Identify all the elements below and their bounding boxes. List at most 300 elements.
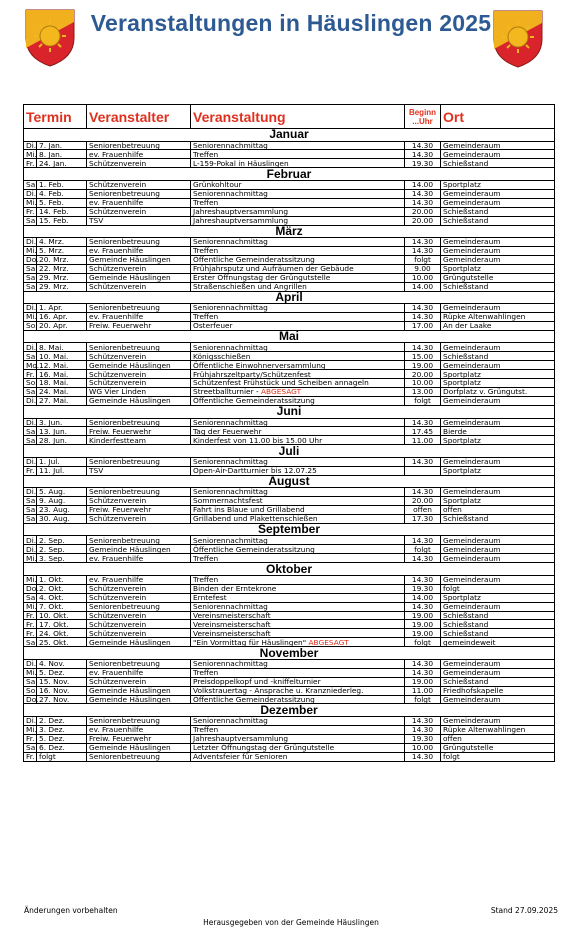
date-cell: 10. Okt. (37, 611, 87, 620)
footer-date: Stand 27.09.2025 (490, 906, 558, 915)
location-cell: Schießstand (441, 216, 555, 225)
table-row (24, 273, 555, 282)
event-cell: Treffen (191, 313, 405, 322)
event-cell: Straßenschießen und Angrillen (191, 282, 405, 291)
time-cell: 19.00 (405, 629, 441, 638)
organizer-cell: Seniorenbetreuung (87, 752, 191, 761)
location-cell: Schießstand (441, 620, 555, 629)
date-cell: 1. Feb. (37, 180, 87, 189)
time-cell: 19.30 (405, 584, 441, 593)
time-cell: 17.45 (405, 427, 441, 436)
date-cell: 7. Okt. (37, 602, 87, 611)
location-cell: Sportplatz (441, 180, 555, 189)
event-cell: Seniorennachmittag (191, 716, 405, 725)
location-cell: offen (441, 506, 555, 515)
date-cell: 20. Apr. (37, 322, 87, 331)
month-name: Februar (24, 168, 555, 181)
table-row (24, 246, 555, 255)
month-header-row (24, 475, 555, 488)
weekday-cell: Sa. (24, 743, 37, 752)
date-cell: 30. Aug. (37, 515, 87, 524)
table-row (24, 536, 555, 545)
event-cell: Frühjahrszeltparty/Schützenfest (191, 370, 405, 379)
location-cell: Sportplatz (441, 466, 555, 475)
time-cell: 14.30 (405, 716, 441, 725)
organizer-cell: Schützenverein (87, 352, 191, 361)
time-cell: 14.30 (405, 198, 441, 207)
time-cell: 17.00 (405, 322, 441, 331)
event-text: Streetballturnier - (193, 387, 261, 397)
date-cell: 7. Jan. (37, 141, 87, 150)
location-cell: Gemeinderaum (441, 189, 555, 198)
event-cell: Grünkohltour (191, 180, 405, 189)
time-cell: 19.30 (405, 734, 441, 743)
location-cell: Gemeinderaum (441, 659, 555, 668)
table-row (24, 602, 555, 611)
table-row (24, 611, 555, 620)
event-cell: Binden der Erntekrone (191, 584, 405, 593)
table-row (24, 584, 555, 593)
footer-publisher: Herausgegeben von der Gemeinde Häuslingen (203, 918, 379, 927)
event-cell: Seniorennachmittag (191, 536, 405, 545)
header-veranstalter: Veranstalter (87, 105, 191, 129)
location-cell: Gemeinderaum (441, 255, 555, 264)
weekday-cell: Sa. (24, 427, 37, 436)
weekday-cell: Di. (24, 536, 37, 545)
organizer-cell: Gemeinde Häuslingen (87, 686, 191, 695)
time-cell: 14.30 (405, 238, 441, 247)
weekday-cell: Mi. (24, 668, 37, 677)
month-name: September (24, 523, 555, 536)
table-row (24, 716, 555, 725)
weekday-cell: Sa. (24, 497, 37, 506)
time-cell: 14.00 (405, 282, 441, 291)
month-header-row (24, 563, 555, 576)
location-cell: Bierde (441, 427, 555, 436)
table-row (24, 734, 555, 743)
event-cell: Grillabend und Plakettenschießen (191, 515, 405, 524)
location-cell: Sportplatz (441, 593, 555, 602)
time-cell: 11.00 (405, 436, 441, 445)
event-cell: Vereinsmeisterschaft (191, 629, 405, 638)
time-cell: 14.30 (405, 725, 441, 734)
time-cell: 15.00 (405, 352, 441, 361)
month-header-row (24, 445, 555, 458)
time-cell: 14.00 (405, 593, 441, 602)
location-cell: Sportplatz (441, 370, 555, 379)
event-cell: Seniorennachmittag (191, 602, 405, 611)
cancelled-badge: ABGESAGT (308, 637, 349, 647)
header-ort: Ort (441, 105, 555, 129)
header-termin: Termin (24, 105, 87, 129)
time-cell (405, 466, 441, 475)
weekday-cell: Fr. (24, 611, 37, 620)
date-cell: folgt (37, 752, 87, 761)
month-name: Januar (24, 129, 555, 142)
event-cell: Treffen (191, 554, 405, 563)
organizer-cell: Schützenverein (87, 159, 191, 168)
location-cell: Schießstand (441, 677, 555, 686)
time-cell: 14.30 (405, 536, 441, 545)
time-cell: 14.30 (405, 418, 441, 427)
table-row (24, 352, 555, 361)
event-cell: Öffentliche Gemeinderatssitzung (191, 255, 405, 264)
event-cell: Kinderfest von 11.00 bis 15.00 Uhr (191, 436, 405, 445)
location-cell: Gemeinderaum (441, 141, 555, 150)
table-row (24, 629, 555, 638)
time-cell: 17.30 (405, 515, 441, 524)
weekday-cell: So. (24, 379, 37, 388)
time-cell: 14.00 (405, 180, 441, 189)
weekday-cell: Mi. (24, 725, 37, 734)
location-cell: Schießstand (441, 282, 555, 291)
organizer-cell: ev. Frauenhilfe (87, 246, 191, 255)
event-cell: Seniorennachmittag (191, 189, 405, 198)
page-title: Veranstaltungen in Häuslingen 2025 (90, 10, 492, 36)
date-cell: 4. Feb. (37, 189, 87, 198)
time-cell: 19.00 (405, 677, 441, 686)
date-cell: 24. Okt. (37, 629, 87, 638)
location-cell: Grüngutstelle (441, 273, 555, 282)
event-cell: Königsschießen (191, 352, 405, 361)
organizer-cell: Schützenverein (87, 207, 191, 216)
location-cell: Schießstand (441, 352, 555, 361)
organizer-cell: Gemeinde Häuslingen (87, 255, 191, 264)
organizer-cell: Gemeinde Häuslingen (87, 397, 191, 406)
organizer-cell: Seniorenbetreuung (87, 716, 191, 725)
organizer-cell: Gemeinde Häuslingen (87, 361, 191, 370)
table-row (24, 575, 555, 584)
time-cell: 19.00 (405, 611, 441, 620)
organizer-cell: ev. Frauenhilfe (87, 725, 191, 734)
table-row (24, 388, 555, 397)
event-cell: Volkstrauertag - Ansprache u. Kranzniederleg. (191, 686, 405, 695)
time-cell: 20.00 (405, 497, 441, 506)
event-cell: Sommernachtsfest (191, 497, 405, 506)
weekday-cell: Mo. (24, 361, 37, 370)
date-cell: 6. Dez. (37, 743, 87, 752)
organizer-cell: Gemeinde Häuslingen (87, 638, 191, 647)
weekday-cell: Di. (24, 545, 37, 554)
weekday-cell: Mi. (24, 150, 37, 159)
date-cell: 16. Nov. (37, 686, 87, 695)
date-cell: 5. Mrz. (37, 246, 87, 255)
month-header-row (24, 647, 555, 660)
location-cell: Rüpke Altenwahlingen (441, 725, 555, 734)
event-cell: Treffen (191, 575, 405, 584)
location-cell: Sportplatz (441, 379, 555, 388)
weekday-cell: Sa. (24, 180, 37, 189)
location-cell: Friedhofskapelle (441, 686, 555, 695)
organizer-cell: Seniorenbetreuung (87, 457, 191, 466)
header-veranstaltung: Veranstaltung (191, 105, 405, 129)
event-cell: Erster Öffnungstag der Grüngutstelle (191, 273, 405, 282)
month-header-row (24, 523, 555, 536)
time-cell: 14.30 (405, 141, 441, 150)
time-cell: 14.30 (405, 150, 441, 159)
weekday-cell: Fr. (24, 370, 37, 379)
location-cell: Gemeinderaum (441, 457, 555, 466)
event-cell: L-159-Pokal in Häuslingen (191, 159, 405, 168)
weekday-cell: Fr. (24, 466, 37, 475)
location-cell: offen (441, 734, 555, 743)
event-cell: Open-Air-Dartturnier bis 12.07.25 (191, 466, 405, 475)
table-row (24, 488, 555, 497)
weekday-cell: Fr. (24, 620, 37, 629)
date-cell: 13. Jun. (37, 427, 87, 436)
time-cell: folgt (405, 638, 441, 647)
organizer-cell: ev. Frauenhilfe (87, 575, 191, 584)
month-header-row (24, 330, 555, 343)
table-row (24, 506, 555, 515)
table-row (24, 457, 555, 466)
month-header-row (24, 129, 555, 142)
date-cell: 5. Aug. (37, 488, 87, 497)
month-name: Oktober (24, 563, 555, 576)
time-cell: folgt (405, 695, 441, 704)
location-cell: Gemeinderaum (441, 397, 555, 406)
event-cell: Schützenfest Frühstück und Scheiben annageln (191, 379, 405, 388)
events-table-container (23, 104, 554, 762)
time-cell: 14.30 (405, 304, 441, 313)
time-cell: 20.00 (405, 370, 441, 379)
time-cell: 14.30 (405, 752, 441, 761)
event-cell: Seniorennachmittag (191, 659, 405, 668)
time-cell: 19.00 (405, 620, 441, 629)
header-beginn-line2: ...Uhr (412, 116, 433, 126)
event-cell: Jahreshauptversammlung (191, 216, 405, 225)
time-cell: 14.30 (405, 189, 441, 198)
event-cell: Erntefest (191, 593, 405, 602)
table-row (24, 180, 555, 189)
table-row (24, 620, 555, 629)
table-row (24, 427, 555, 436)
time-cell: 10.00 (405, 743, 441, 752)
weekday-cell: So. (24, 322, 37, 331)
weekday-cell: Mi. (24, 198, 37, 207)
organizer-cell: Freiw. Feuerwehr (87, 506, 191, 515)
organizer-cell: ev. Frauenhilfe (87, 150, 191, 159)
month-name: August (24, 475, 555, 488)
weekday-cell: Di. (24, 488, 37, 497)
weekday-cell: Di. (24, 659, 37, 668)
organizer-cell: Gemeinde Häuslingen (87, 695, 191, 704)
weekday-cell: Di. (24, 397, 37, 406)
date-cell: 10. Mai. (37, 352, 87, 361)
event-cell: Treffen (191, 725, 405, 734)
date-cell: 2. Okt. (37, 584, 87, 593)
organizer-cell: Schützenverein (87, 584, 191, 593)
month-name: Mai (24, 330, 555, 343)
organizer-cell: Seniorenbetreuung (87, 343, 191, 352)
organizer-cell: Freiw. Feuerwehr (87, 322, 191, 331)
location-cell: folgt (441, 584, 555, 593)
date-cell: 5. Dez. (37, 668, 87, 677)
month-header-row (24, 168, 555, 181)
event-cell: Frühjahrsputz und Aufräumen der Gebäude (191, 264, 405, 273)
date-cell: 3. Dez. (37, 725, 87, 734)
date-cell: 15. Nov. (37, 677, 87, 686)
weekday-cell: Sa. (24, 593, 37, 602)
organizer-cell: Seniorenbetreuung (87, 189, 191, 198)
date-cell: 11. Jul. (37, 466, 87, 475)
date-cell: 12. Mai. (37, 361, 87, 370)
event-cell: Seniorennachmittag (191, 304, 405, 313)
time-cell: 11.00 (405, 686, 441, 695)
location-cell: Gemeinderaum (441, 668, 555, 677)
organizer-cell: Schützenverein (87, 264, 191, 273)
event-cell: Öffentliche Gemeinderatssitzung (191, 695, 405, 704)
table-row (24, 593, 555, 602)
location-cell: Gemeinderaum (441, 304, 555, 313)
weekday-cell: Di. (24, 418, 37, 427)
location-cell: Rüpke Altenwahlingen (441, 313, 555, 322)
time-cell: 14.30 (405, 668, 441, 677)
weekday-cell: Sa. (24, 282, 37, 291)
organizer-cell: ev. Frauenhilfe (87, 198, 191, 207)
event-cell: Treffen (191, 246, 405, 255)
location-cell: Gemeinderaum (441, 198, 555, 207)
events-table-body (24, 129, 555, 762)
time-cell: 19.00 (405, 361, 441, 370)
weekday-cell: Sa. (24, 515, 37, 524)
table-row (24, 304, 555, 313)
date-cell: 24. Mai. (37, 388, 87, 397)
event-cell: Seniorennachmittag (191, 488, 405, 497)
weekday-cell: Sa. (24, 216, 37, 225)
date-cell: 22. Mrz. (37, 264, 87, 273)
location-cell: Gemeinderaum (441, 602, 555, 611)
event-cell: Vereinsmeisterschaft (191, 620, 405, 629)
event-cell: Preisdoppelkopf und -kniffelturnier (191, 677, 405, 686)
location-cell: Schießstand (441, 207, 555, 216)
month-name: April (24, 291, 555, 304)
location-cell: Gemeinderaum (441, 536, 555, 545)
weekday-cell: Sa. (24, 677, 37, 686)
time-cell: 14.30 (405, 313, 441, 322)
event-cell: Fahrt ins Blaue und Grillabend (191, 506, 405, 515)
event-cell: Adventsfeier für Senioren (191, 752, 405, 761)
time-cell: 20.00 (405, 207, 441, 216)
organizer-cell: Seniorenbetreuung (87, 304, 191, 313)
event-cell: Treffen (191, 150, 405, 159)
month-name: Juni (24, 406, 555, 419)
location-cell: Gemeinderaum (441, 238, 555, 247)
table-row (24, 545, 555, 554)
weekday-cell: So. (24, 686, 37, 695)
weekday-cell: Do. (24, 255, 37, 264)
location-cell: Schießstand (441, 159, 555, 168)
weekday-cell: Sa. (24, 638, 37, 647)
organizer-cell: ev. Frauenhilfe (87, 554, 191, 563)
event-cell: Seniorennachmittag (191, 457, 405, 466)
organizer-cell: Seniorenbetreuung (87, 141, 191, 150)
weekday-cell: Sa. (24, 436, 37, 445)
location-cell: folgt (441, 752, 555, 761)
organizer-cell: WG Vier Linden (87, 388, 191, 397)
header-beginn-line1: Beginn (408, 107, 437, 117)
table-row (24, 150, 555, 159)
date-cell: 14. Feb. (37, 207, 87, 216)
location-cell: Sportplatz (441, 436, 555, 445)
location-cell: gemeindeweit (441, 638, 555, 647)
date-cell: 17. Okt. (37, 620, 87, 629)
table-row (24, 343, 555, 352)
cancelled-badge: ABGESAGT (260, 387, 302, 397)
table-row (24, 497, 555, 506)
organizer-cell: Schützenverein (87, 593, 191, 602)
location-cell: Gemeinderaum (441, 246, 555, 255)
date-cell: 4. Nov. (37, 659, 87, 668)
location-cell: Gemeinderaum (441, 695, 555, 704)
month-name: November (24, 647, 555, 660)
organizer-cell: Schützenverein (87, 497, 191, 506)
organizer-cell: Seniorenbetreuung (87, 418, 191, 427)
event-cell: Seniorennachmittag (191, 141, 405, 150)
event-text: "Ein Vormittag für Häuslingen" (193, 637, 309, 647)
weekday-cell: Sa. (24, 388, 37, 397)
weekday-cell: Di. (24, 189, 37, 198)
month-name: Dezember (24, 704, 555, 717)
time-cell: 14.30 (405, 602, 441, 611)
month-name: Juli (24, 445, 555, 458)
weekday-cell: Mi. (24, 602, 37, 611)
time-cell: 9.00 (405, 264, 441, 273)
weekday-cell: Di. (24, 141, 37, 150)
location-cell: Schießstand (441, 515, 555, 524)
organizer-cell: TSV (87, 466, 191, 475)
time-cell: 10.00 (405, 379, 441, 388)
date-cell: 18. Mai. (37, 379, 87, 388)
organizer-cell: Schützenverein (87, 180, 191, 189)
location-cell: Gemeinderaum (441, 488, 555, 497)
date-cell: 1. Okt. (37, 575, 87, 584)
date-cell: 15. Feb. (37, 216, 87, 225)
date-cell: 3. Sep. (37, 554, 87, 563)
weekday-cell: Mi. (24, 246, 37, 255)
time-cell: 14.30 (405, 575, 441, 584)
weekday-cell: Sa. (24, 352, 37, 361)
date-cell: 2. Sep. (37, 536, 87, 545)
date-cell: 1. Apr. (37, 304, 87, 313)
organizer-cell: TSV (87, 216, 191, 225)
location-cell: Sportplatz (441, 264, 555, 273)
date-cell: 25. Okt. (37, 638, 87, 647)
date-cell: 27. Mai. (37, 397, 87, 406)
date-cell: 5. Dez. (37, 734, 87, 743)
date-cell: 16. Mai. (37, 370, 87, 379)
date-cell: 2. Sep. (37, 545, 87, 554)
time-cell: 14.30 (405, 659, 441, 668)
location-cell: Gemeinderaum (441, 545, 555, 554)
date-cell: 20. Mrz. (37, 255, 87, 264)
events-table (23, 104, 555, 762)
location-cell: Schießstand (441, 611, 555, 620)
organizer-cell: Freiw. Feuerwehr (87, 427, 191, 436)
event-cell: Letzter Öffnungstag der Grüngutstelle (191, 743, 405, 752)
location-cell: Gemeinderaum (441, 716, 555, 725)
organizer-cell: Schützenverein (87, 620, 191, 629)
date-cell: 16. Apr. (37, 313, 87, 322)
month-header-row (24, 225, 555, 238)
organizer-cell: Schützenverein (87, 629, 191, 638)
time-cell: 13.00 (405, 388, 441, 397)
event-cell: Seniorennachmittag (191, 418, 405, 427)
location-cell: Gemeinderaum (441, 575, 555, 584)
event-cell: Treffen (191, 198, 405, 207)
table-row (24, 677, 555, 686)
table-row (24, 370, 555, 379)
